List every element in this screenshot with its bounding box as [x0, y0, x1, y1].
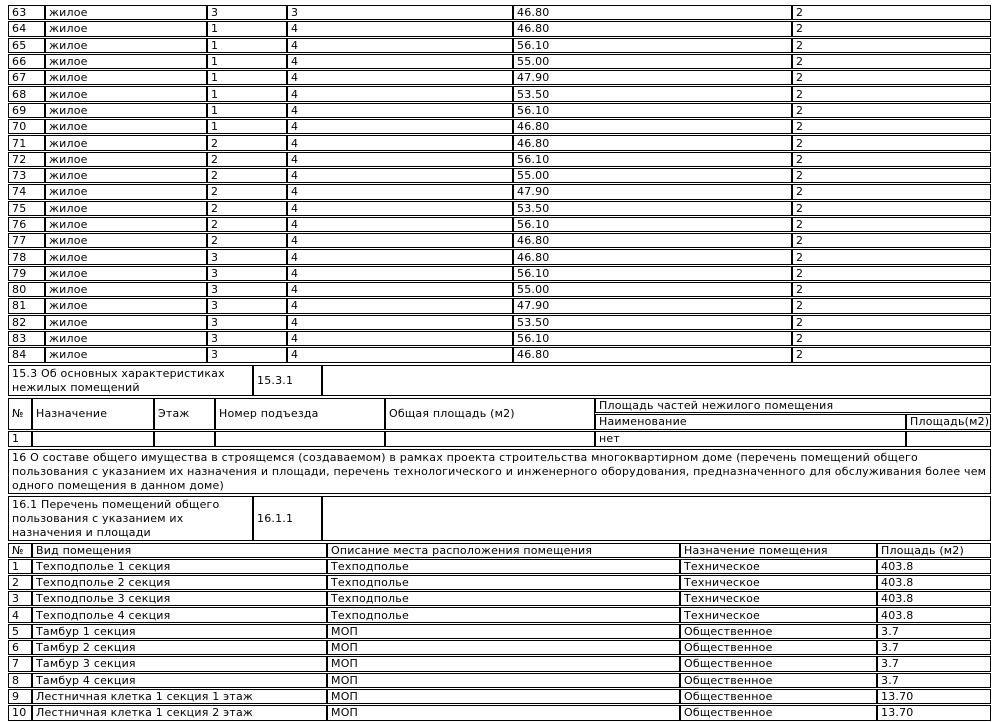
- cell-floor: 3: [207, 315, 287, 330]
- cell-rooms: 2: [792, 152, 991, 167]
- cell-rooms: 2: [792, 249, 991, 264]
- cell-location: МОП: [327, 624, 680, 639]
- cell-num: 1: [8, 559, 32, 574]
- cell-num: 8: [8, 673, 32, 688]
- header-num: №: [8, 398, 32, 430]
- header-parts-group: Площадь частей нежилого помещения: [595, 398, 991, 413]
- cell-num: 71: [8, 135, 45, 150]
- cell-purpose: жилое: [45, 135, 207, 150]
- cell-num: 73: [8, 168, 45, 183]
- cell-rooms: 2: [792, 233, 991, 248]
- cell-purpose: жилое: [45, 38, 207, 53]
- table-row: [8, 21, 991, 36]
- cell-purpose: жилое: [45, 152, 207, 167]
- cell-purpose: жилое: [45, 119, 207, 134]
- cell-purpose: [32, 431, 154, 447]
- header-entrance: Номер подъезда: [215, 398, 385, 430]
- cell-entrance: 4: [287, 201, 513, 216]
- cell-num: 63: [8, 5, 45, 20]
- cell-floor: 2: [207, 201, 287, 216]
- cell-area: 3.7: [877, 624, 991, 639]
- cell-area: 53.50: [513, 315, 792, 330]
- cell-area: 56.10: [513, 331, 792, 346]
- cell-num: 78: [8, 249, 45, 264]
- section-16-1-title: 16.1 Перечень помещений общего пользования с указанием их назначения и площади: [8, 496, 253, 541]
- cell-num: 69: [8, 103, 45, 118]
- cell-num: 1: [8, 431, 32, 447]
- cell-rooms: 2: [792, 38, 991, 53]
- cell-num: 9: [8, 689, 32, 704]
- cell-purpose: жилое: [45, 298, 207, 313]
- cell-purpose: жилое: [45, 249, 207, 264]
- cell-area: 46.80: [513, 233, 792, 248]
- cell-floor: [154, 431, 215, 447]
- cell-entrance: 4: [287, 298, 513, 313]
- cell-num: 70: [8, 119, 45, 134]
- cell-kind: Лестничная клетка 1 секция 1 этаж: [32, 689, 327, 704]
- cell-purpose: жилое: [45, 184, 207, 199]
- table-row: [8, 673, 991, 688]
- cell-num: 76: [8, 217, 45, 232]
- table-row: [8, 624, 991, 639]
- cell-entrance: 4: [287, 347, 513, 362]
- cell-purpose: Общественное: [680, 624, 877, 639]
- cell-purpose: Техническое: [680, 575, 877, 590]
- cell-purpose: жилое: [45, 168, 207, 183]
- common-areas-table-body: [8, 559, 991, 721]
- cell-area: 53.50: [513, 201, 792, 216]
- section-16-1-spacer: [322, 496, 991, 541]
- cell-floor: 1: [207, 103, 287, 118]
- cell-area: 56.10: [513, 266, 792, 281]
- apartments-table-body: [8, 5, 991, 363]
- cell-floor: 2: [207, 184, 287, 199]
- cell-kind: Лестничная клетка 1 секция 2 этаж: [32, 705, 327, 720]
- cell-num: 77: [8, 233, 45, 248]
- cell-num: 72: [8, 152, 45, 167]
- cell-num: 84: [8, 347, 45, 362]
- cell-floor: 1: [207, 21, 287, 36]
- cell-num: 79: [8, 266, 45, 281]
- cell-num: 5: [8, 624, 32, 639]
- cell-purpose: жилое: [45, 347, 207, 362]
- cell-purpose: Общественное: [680, 673, 877, 688]
- cell-entrance: 4: [287, 70, 513, 85]
- cell-num: 67: [8, 70, 45, 85]
- cell-floor: 3: [207, 282, 287, 297]
- cell-purpose: жилое: [45, 5, 207, 20]
- cell-entrance: 3: [287, 5, 513, 20]
- cell-area: 47.90: [513, 298, 792, 313]
- cell-location: МОП: [327, 689, 680, 704]
- table-row: [8, 575, 991, 590]
- section-15-3-spacer: [322, 365, 991, 396]
- table-row: [8, 559, 991, 574]
- header-total-area: Общая площадь (м2): [385, 398, 595, 430]
- table-row: [8, 591, 991, 606]
- cell-entrance: 4: [287, 103, 513, 118]
- section-15-3-title: 15.3 Об основных характеристиках нежилых помещений: [8, 365, 253, 396]
- cell-area: 56.10: [513, 217, 792, 232]
- table-row: [8, 135, 991, 150]
- cell-purpose: жилое: [45, 217, 207, 232]
- cell-entrance: 4: [287, 168, 513, 183]
- header-part-name: Наименование: [595, 414, 906, 430]
- cell-purpose: жилое: [45, 201, 207, 216]
- section-16-row: [8, 448, 991, 495]
- table-row: [8, 70, 991, 85]
- cell-location: Техподполье: [327, 559, 680, 574]
- cell-entrance: 4: [287, 38, 513, 53]
- section-16-text: 16 О составе общего имущества в строящемся (создаваемом) в рамках проекта строительства многоквартирном доме (перечень помещений общего пользования с указанием их назначения и площади, перечень технологического и инженерного оборудования, предназначенного для обслуживания более чем одного помещения в данном доме): [8, 449, 991, 494]
- cell-area: 46.80: [513, 249, 792, 264]
- cell-entrance: [215, 431, 385, 447]
- cell-rooms: 2: [792, 103, 991, 118]
- cell-location: МОП: [327, 640, 680, 655]
- cell-floor: 1: [207, 86, 287, 101]
- table-row: [8, 266, 991, 281]
- cell-entrance: 4: [287, 217, 513, 232]
- cell-rooms: 2: [792, 217, 991, 232]
- table-row: [8, 705, 991, 720]
- cell-area: 46.80: [513, 5, 792, 20]
- table-row: [8, 184, 991, 199]
- cell-purpose: жилое: [45, 54, 207, 69]
- cell-kind: Тамбур 1 секция: [32, 624, 327, 639]
- cell-area: 46.80: [513, 347, 792, 362]
- cell-rooms: 2: [792, 298, 991, 313]
- cell-floor: 2: [207, 217, 287, 232]
- cell-num: 3: [8, 591, 32, 606]
- cell-purpose: жилое: [45, 103, 207, 118]
- cell-entrance: 4: [287, 119, 513, 134]
- cell-area: 56.10: [513, 103, 792, 118]
- header-area: Площадь (м2): [877, 543, 991, 558]
- cell-area: 13.70: [877, 705, 991, 720]
- cell-rooms: 2: [792, 135, 991, 150]
- cell-rooms: 2: [792, 184, 991, 199]
- cell-num: 81: [8, 298, 45, 313]
- cell-num: 65: [8, 38, 45, 53]
- cell-area: 403.8: [877, 559, 991, 574]
- cell-part-area: [906, 431, 991, 447]
- cell-kind: Тамбур 3 секция: [32, 656, 327, 671]
- cell-area: 403.8: [877, 607, 991, 622]
- cell-kind: Техподполье 1 секция: [32, 559, 327, 574]
- section-16-1-code: 16.1.1: [253, 496, 322, 541]
- nonresidential-table: [8, 397, 991, 448]
- cell-rooms: 2: [792, 266, 991, 281]
- table-row: [8, 689, 991, 704]
- cell-area: 53.50: [513, 86, 792, 101]
- cell-floor: 2: [207, 152, 287, 167]
- apartments-table: [8, 4, 991, 364]
- cell-area: 3.7: [877, 640, 991, 655]
- common-areas-header-row: [8, 543, 991, 558]
- cell-purpose: жилое: [45, 86, 207, 101]
- cell-area: 56.10: [513, 152, 792, 167]
- cell-entrance: 4: [287, 86, 513, 101]
- table-row: [8, 607, 991, 622]
- common-areas-table: [8, 542, 991, 722]
- table-row: [8, 656, 991, 671]
- cell-floor: 3: [207, 331, 287, 346]
- cell-rooms: 2: [792, 70, 991, 85]
- table-row: [8, 201, 991, 216]
- cell-area: 55.00: [513, 282, 792, 297]
- table-row: [8, 315, 991, 330]
- cell-kind: Техподполье 4 секция: [32, 607, 327, 622]
- cell-purpose: жилое: [45, 331, 207, 346]
- cell-rooms: 2: [792, 168, 991, 183]
- table-row: [8, 86, 991, 101]
- cell-purpose: жилое: [45, 70, 207, 85]
- cell-purpose: жилое: [45, 266, 207, 281]
- header-purpose: Назначение помещения: [680, 543, 877, 558]
- cell-num: 68: [8, 86, 45, 101]
- cell-purpose: Общественное: [680, 656, 877, 671]
- cell-location: Техподполье: [327, 607, 680, 622]
- cell-num: 83: [8, 331, 45, 346]
- cell-location: Техподполье: [327, 591, 680, 606]
- nonresidential-header-row-1: [8, 398, 991, 413]
- header-num: №: [8, 543, 32, 558]
- cell-part-name: нет: [595, 431, 906, 447]
- table-row: [8, 298, 991, 313]
- cell-entrance: 4: [287, 266, 513, 281]
- cell-floor: 2: [207, 168, 287, 183]
- cell-floor: 2: [207, 135, 287, 150]
- cell-rooms: 2: [792, 347, 991, 362]
- cell-num: 7: [8, 656, 32, 671]
- cell-floor: 1: [207, 70, 287, 85]
- cell-area: 55.00: [513, 54, 792, 69]
- cell-rooms: 2: [792, 119, 991, 134]
- header-part-area: Площадь(м2): [906, 414, 991, 430]
- cell-entrance: 4: [287, 135, 513, 150]
- section-16-1-row: [8, 495, 991, 542]
- cell-purpose: Общественное: [680, 689, 877, 704]
- cell-entrance: 4: [287, 249, 513, 264]
- cell-num: 6: [8, 640, 32, 655]
- cell-floor: 2: [207, 233, 287, 248]
- cell-floor: 3: [207, 347, 287, 362]
- table-row: [8, 282, 991, 297]
- table-row: [8, 38, 991, 53]
- cell-rooms: 2: [792, 5, 991, 20]
- section-16: [8, 449, 991, 494]
- cell-area: 46.80: [513, 135, 792, 150]
- cell-area: 13.70: [877, 689, 991, 704]
- cell-kind: Техподполье 2 секция: [32, 575, 327, 590]
- header-purpose: Назначение: [32, 398, 154, 430]
- section-15-3-code: 15.3.1: [253, 365, 322, 396]
- cell-purpose: Техническое: [680, 607, 877, 622]
- section-15-3-row: [8, 364, 991, 397]
- cell-purpose: Общественное: [680, 705, 877, 720]
- section-15-3: [8, 365, 991, 396]
- header-location: Описание места расположения помещения: [327, 543, 680, 558]
- cell-kind: Тамбур 4 секция: [32, 673, 327, 688]
- table-row: [8, 54, 991, 69]
- cell-total-area: [385, 431, 595, 447]
- cell-area: 403.8: [877, 591, 991, 606]
- cell-purpose: жилое: [45, 233, 207, 248]
- cell-area: 55.00: [513, 168, 792, 183]
- cell-rooms: 2: [792, 201, 991, 216]
- table-row: [8, 168, 991, 183]
- cell-rooms: 2: [792, 331, 991, 346]
- cell-floor: 1: [207, 119, 287, 134]
- cell-purpose: Техническое: [680, 559, 877, 574]
- cell-num: 74: [8, 184, 45, 199]
- table-row: [8, 5, 991, 20]
- cell-num: 10: [8, 705, 32, 720]
- cell-floor: 3: [207, 266, 287, 281]
- cell-location: МОП: [327, 705, 680, 720]
- cell-num: 82: [8, 315, 45, 330]
- table-row: [8, 119, 991, 134]
- cell-kind: Тамбур 2 секция: [32, 640, 327, 655]
- header-floor: Этаж: [154, 398, 215, 430]
- cell-num: 75: [8, 201, 45, 216]
- cell-purpose: Общественное: [680, 640, 877, 655]
- cell-location: Техподполье: [327, 575, 680, 590]
- table-row: [8, 103, 991, 118]
- cell-entrance: 4: [287, 54, 513, 69]
- table-row: [8, 640, 991, 655]
- table-row: [8, 152, 991, 167]
- cell-rooms: 2: [792, 86, 991, 101]
- cell-entrance: 4: [287, 315, 513, 330]
- cell-entrance: 4: [287, 233, 513, 248]
- cell-rooms: 2: [792, 54, 991, 69]
- cell-floor: 3: [207, 298, 287, 313]
- cell-kind: Техподполье 3 секция: [32, 591, 327, 606]
- cell-entrance: 4: [287, 282, 513, 297]
- cell-entrance: 4: [287, 331, 513, 346]
- cell-num: 66: [8, 54, 45, 69]
- cell-purpose: Техническое: [680, 591, 877, 606]
- cell-location: МОП: [327, 656, 680, 671]
- cell-area: 47.90: [513, 70, 792, 85]
- table-row: [8, 233, 991, 248]
- cell-area: 403.8: [877, 575, 991, 590]
- cell-num: 64: [8, 21, 45, 36]
- cell-rooms: 2: [792, 21, 991, 36]
- cell-area: 3.7: [877, 656, 991, 671]
- nonresidential-data-row: [8, 431, 991, 447]
- cell-num: 4: [8, 607, 32, 622]
- table-row: [8, 331, 991, 346]
- cell-entrance: 4: [287, 152, 513, 167]
- cell-area: 46.80: [513, 21, 792, 36]
- cell-floor: 3: [207, 5, 287, 20]
- cell-purpose: жилое: [45, 282, 207, 297]
- cell-floor: 1: [207, 38, 287, 53]
- cell-entrance: 4: [287, 184, 513, 199]
- cell-floor: 3: [207, 249, 287, 264]
- cell-area: 47.90: [513, 184, 792, 199]
- cell-area: 3.7: [877, 673, 991, 688]
- table-row: [8, 347, 991, 362]
- header-kind: Вид помещения: [32, 543, 327, 558]
- cell-rooms: 2: [792, 282, 991, 297]
- table-row: [8, 217, 991, 232]
- cell-num: 2: [8, 575, 32, 590]
- cell-entrance: 4: [287, 21, 513, 36]
- cell-location: МОП: [327, 673, 680, 688]
- table-row: [8, 249, 991, 264]
- cell-purpose: жилое: [45, 315, 207, 330]
- cell-floor: 1: [207, 54, 287, 69]
- cell-area: 46.80: [513, 119, 792, 134]
- cell-purpose: жилое: [45, 21, 207, 36]
- cell-area: 56.10: [513, 38, 792, 53]
- section-16-1: [8, 496, 991, 541]
- cell-num: 80: [8, 282, 45, 297]
- cell-rooms: 2: [792, 315, 991, 330]
